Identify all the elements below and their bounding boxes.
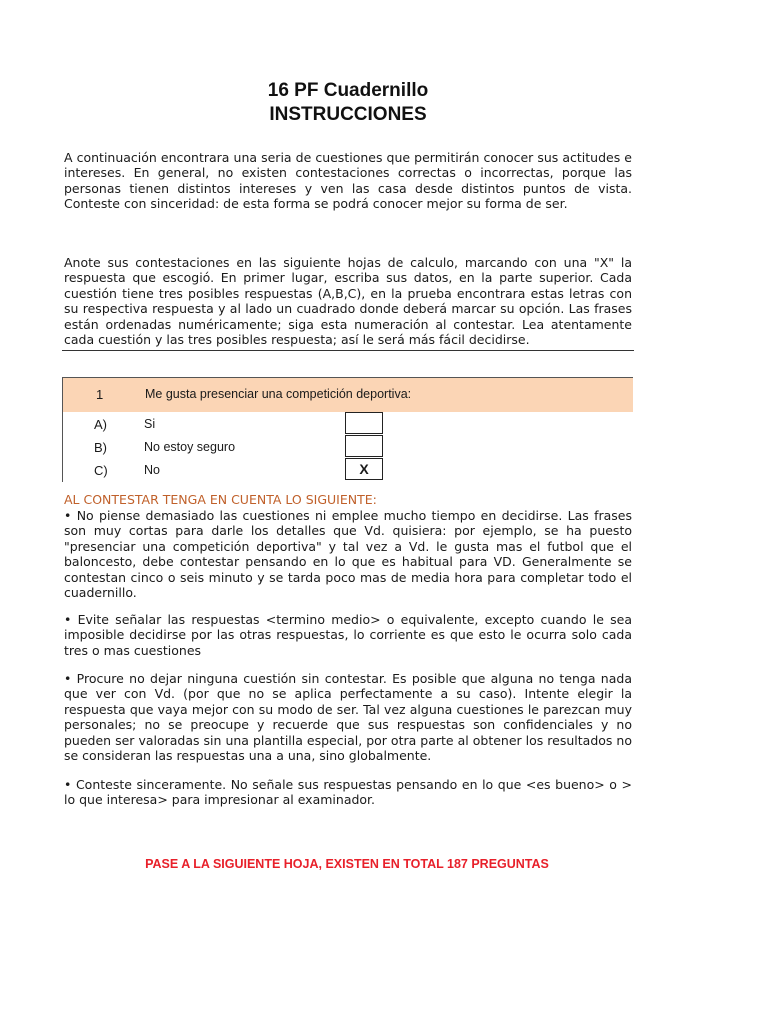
table-left-border [62, 377, 63, 482]
note-bullet-1: • No piense demasiado las cuestiones ni emplee mucho tiempo en decidirse. Las frases son muy cortas para darle los detalles que Vd. quisiera: por ejemplo, se ha puesto "presenciar una competición deportiva" y tal vez a Vd. le gusta mas el futbol que el baloncesto, debe contestar pensando en lo que es habitual para VD. Generalmente se contestan cinco o seis minuto y se tarda poco mas de media hora para completar todo el cuadernillo. [64, 508, 632, 601]
document-subtitle: INSTRUCCIONES [269, 104, 427, 125]
notes-heading: AL CONTESTAR TENGA EN CUENTA LO SIGUIENTE: [64, 492, 377, 507]
note-bullet-2: • Evite señalar las respuestas <termino medio> o equivalente, excepto cuando le sea imposible decidirse por las otras respuestas, lo corriente es que esto le ocurra solo cada tres o mas cuestiones [64, 612, 632, 658]
option-a-label: Si [144, 417, 156, 431]
option-a-checkbox[interactable] [345, 412, 383, 434]
question-header-row [62, 377, 633, 412]
note-bullet-3: • Procure no dejar ninguna cuestión sin contestar. Es posible que alguna no tenga nada que ver con Vd. (por que no se aplica perfectamente a su caso). Intente elegir la respuesta que vaya mejor con su modo de ser. Tal vez alguna cuestiones le parezcan muy personales; no se preocupe y recuerde que sus respuestas son confidenciales y no pueden ser valoradas sin una plantilla especial, por otra parte al obtener los resultados no se consideran las respuestas una a una, sino globalmente. [64, 671, 632, 764]
next-page-notice: PASE A LA SIGUIENTE HOJA, EXISTEN EN TOTAL 187 PREGUNTAS [145, 857, 549, 871]
option-b-label: No estoy seguro [144, 440, 236, 454]
option-a-letter: A) [94, 417, 107, 432]
divider-line [62, 350, 634, 351]
document-title: 16 PF Cuadernillo [267, 80, 429, 101]
question-text: Me gusta presenciar una competición deportiva: [145, 387, 412, 401]
example-question-table [62, 377, 633, 482]
note-bullet-4: • Conteste sinceramente. No señale sus respuestas pensando en lo que <es bueno> o > lo que interesa> para impresionar al examinador. [64, 777, 632, 808]
option-c-letter: C) [94, 463, 108, 478]
option-b-checkbox[interactable] [345, 435, 383, 457]
option-b-letter: B) [94, 440, 107, 455]
intro-paragraph-1: A continuación encontrara una seria de cuestiones que permitirán conocer sus actitudes e intereses. En general, no existen contestaciones correctas o incorrectas, porque las personas tienen distintos intereses y ven las casa desde distintos puntos de vista. Conteste con sinceridad: de esta forma se podrá conocer mejor su forma de ser. [64, 150, 632, 212]
intro-paragraph-2: Anote sus contestaciones en las siguiente hojas de calculo, marcando con una "X" la respuesta que escogió. En primer lugar, escriba sus datos, en la parte superior. Cada cuestión tiene tres posibles respuestas (A,B,C), en la prueba encontrara estas letras con su respectiva respuesta y al lado un cuadrado donde deberá marcar su opción. Las frases están ordenadas numéricamente; siga esta numeración al contestar. Lea atentamente cada cuestión y las tres posibles respuesta; así le será más fácil decidirse. [64, 255, 632, 348]
question-number: 1 [96, 387, 104, 402]
option-c-label: No [144, 463, 160, 477]
option-c-checkbox[interactable]: X [345, 458, 383, 480]
